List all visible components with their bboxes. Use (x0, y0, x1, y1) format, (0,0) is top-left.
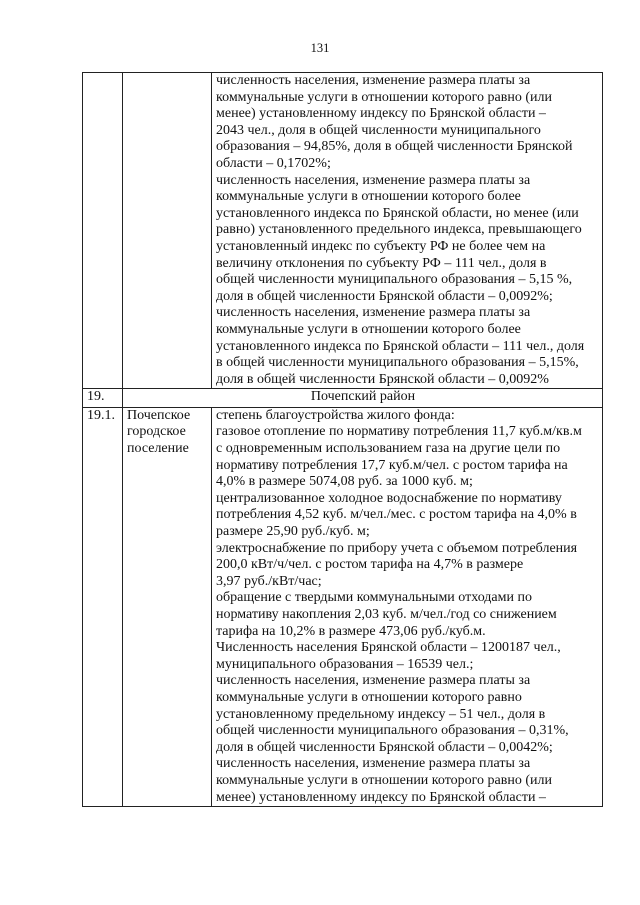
district-number: 19. (83, 389, 123, 408)
text-line: газовое отопление по нормативу потребления 11,7 куб.м/кв.м (216, 424, 582, 440)
text-line: области – 0,1702%; (216, 155, 331, 171)
text-line: установленному предельному индексу – 51 чел., доля в (216, 706, 546, 722)
text-line: степень благоустройства жилого фонда: (216, 407, 455, 423)
entry-row (83, 407, 603, 806)
text-line: размере 25,90 руб./куб. м; (216, 524, 370, 540)
district-row (83, 389, 603, 408)
text-line: тарифа на 10,2% в размере 473,06 руб./куб.м. (216, 623, 486, 639)
text-line: установленного индекса по Брянской области – 111 чел., доля (216, 338, 585, 354)
municipality-line: Почепское (127, 407, 191, 423)
text-line: потребления 4,52 куб. м/чел./мес. с ростом тарифа на 4,0% в (216, 507, 577, 523)
text-line: муниципального образования – 16539 чел.; (216, 656, 474, 672)
entry-description (212, 407, 603, 806)
text-line: установленный индекс по субъекту РФ не более чем на (216, 238, 546, 254)
text-line: доля в общей численности Брянской области – 0,0092%; (216, 288, 553, 304)
text-line: величину отклонения по субъекту РФ – 111 чел., доля в (216, 255, 547, 271)
text-line: образования – 94,85%, доля в общей численности Брянской (216, 139, 573, 155)
data-table (82, 72, 603, 807)
text-line: доля в общей численности Брянской области – 0,0042%; (216, 739, 553, 755)
text-line: нормативу накопления 2,03 куб. м/чел./год со снижением (216, 607, 557, 622)
text-line: равно) установленного предельного индекса, превышающего (216, 222, 582, 238)
district-name: Почепский район (123, 389, 603, 408)
text-line: общей численности муниципального образования – 5,15 %, (216, 272, 573, 288)
text-line: 200,0 кВт/ч/чел. с ростом тарифа на 4,7% в размере (216, 557, 524, 573)
text-line: 4,0% в размере 5074,08 руб. за 1000 куб. м; (216, 474, 473, 490)
page-number: 131 (310, 41, 330, 55)
text-line: 2043 чел., доля в общей численности муниципального (216, 122, 541, 138)
text-line: общей численности муниципального образования – 0,31%, (216, 723, 569, 739)
text-line: численность населения, изменение размера платы за (216, 673, 531, 689)
continuation-row (83, 73, 603, 389)
entry-number: 19.1. (83, 407, 123, 806)
text-line: численность населения, изменение размера платы за (216, 305, 531, 321)
text-line: численность населения, изменение размера платы за (216, 172, 531, 188)
text-line: менее) установленному индексу по Брянской области – (216, 789, 546, 805)
municipality-line: городское (127, 424, 186, 440)
text-line: Численность населения Брянской области – 1200187 чел., (216, 640, 561, 656)
text-line: 3,97 руб./кВт/час; (216, 573, 322, 589)
text-line: электроснабжение по прибору учета с объемом потребления (216, 540, 578, 556)
municipality-cell (123, 73, 212, 389)
text-line: менее) установленному индексу по Брянской области – (216, 106, 546, 122)
text-line: коммунальные услуги в отношении которого более (216, 189, 521, 205)
text-line: коммунальные услуги в отношении которого равно (216, 689, 522, 705)
text-line: установленного индекса по Брянской области, но менее (или (216, 205, 579, 221)
municipality-line: поселение (127, 441, 189, 457)
text-line: коммунальные услуги в отношении которого равно (или (216, 772, 552, 788)
text-line: коммунальные услуги в отношении которого равно (или (216, 89, 552, 105)
text-line: коммунальные услуги в отношении которого более (216, 321, 521, 337)
text-line: нормативу потребления 17,7 куб.м/чел. с ростом тарифа на (216, 457, 568, 473)
description-cell (212, 73, 603, 389)
text-line: обращение с твердыми коммунальными отходами по (216, 590, 532, 606)
text-line: численность населения, изменение размера платы за (216, 73, 531, 88)
text-line: централизованное холодное водоснабжение по нормативу (216, 490, 562, 506)
text-line: в общей численности муниципального образования – 5,15%, (216, 355, 579, 371)
text-line: доля в общей численности Брянской области – 0,0092% (216, 371, 549, 387)
number-cell (83, 73, 123, 389)
text-line: с одновременным использованием газа на другие цели по (216, 441, 561, 457)
text-line: численность населения, изменение размера платы за (216, 756, 531, 772)
municipality-name (123, 407, 212, 806)
